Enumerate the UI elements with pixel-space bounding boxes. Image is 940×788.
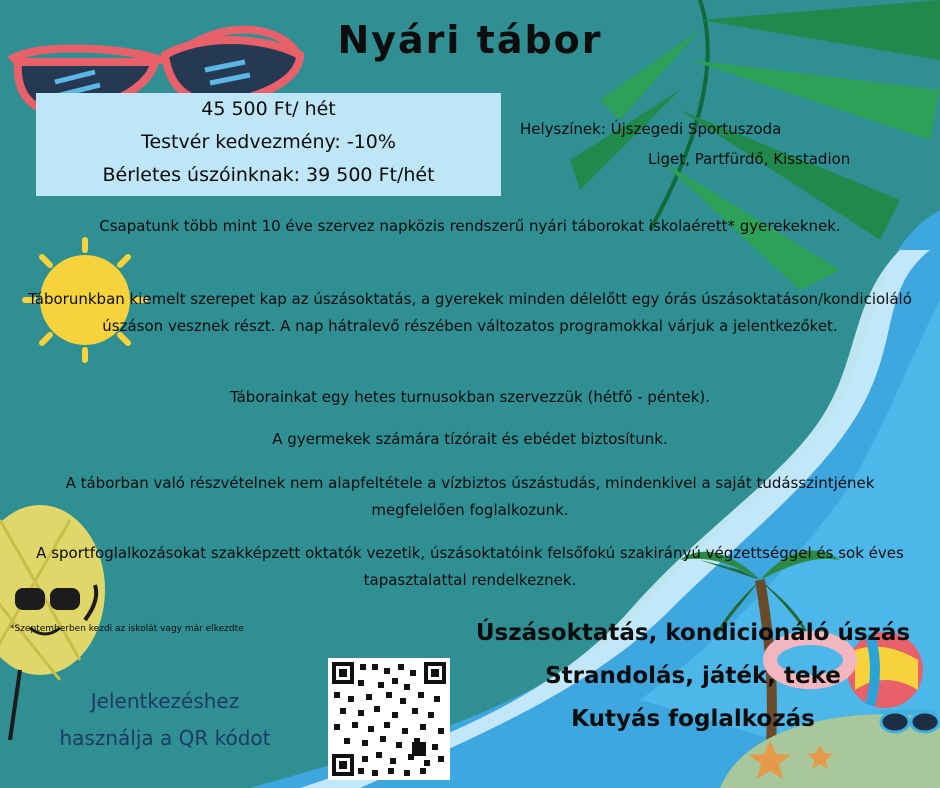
registration-line-2: használja a QR kódot (59, 726, 271, 750)
location-line-2: Liget, Partfürdő, Kisstadion (648, 150, 851, 168)
registration-line-1: Jelentkezéshez (90, 689, 240, 713)
registration-text (20, 683, 310, 757)
activity-swimming: Úszásoktatás, kondicionáló úszás (475, 620, 911, 646)
page-title: Nyári tábor (337, 18, 603, 62)
activity-beach: Strandolás, játék, teke (545, 663, 841, 689)
paragraph-swimming: Táborunkban kiemelt szerepet kap az úszásoktatás, a gyerekek minden délelőtt egy órás úszásoktatáson/kondicioláló úszáson vesznek részt. A nap hátralevő részében változatos programokkal várjuk a jelentkezőket. (28, 290, 912, 335)
price-weekly: 45 500 Ft/ hét (201, 98, 336, 120)
price-box (36, 93, 501, 196)
pass-holder-price: Bérletes úszóinknak: 39 500 Ft/hét (102, 164, 435, 186)
qr-code-icon[interactable] (328, 658, 450, 780)
paragraph-requirements: A táborban való részvételnek nem alapfeltétele a vízbiztos úszástudás, mindenkivel a saját tudásszintjének megfelelően foglalkozunk. (65, 474, 875, 519)
footnote: *Szeptemberben kezdi az iskolát vagy már elkezdte (10, 624, 244, 634)
paragraph-turnus: Táborainkat egy hetes turnusokban szervezzük (hétfő - péntek). (229, 388, 711, 406)
sibling-discount: Testvér kedvezmény: -10% (141, 131, 396, 153)
activity-dogs: Kutyás foglalkozás (571, 706, 815, 732)
paragraph-instructors: A sportfoglalkozásokat szakképzett oktatók vezetik, úszásoktatóink felsőfokú szakirányú végzettséggel és sok éves tapasztalattal rendelkeznek. (36, 544, 904, 589)
paragraph-intro: Csapatunk több mint 10 éve szervez napközis rendszerű nyári táborokat iskolaérett* gyerekeknek. (99, 217, 841, 235)
paragraph-meals: A gyermekek számára tízórait és ebédet biztosítunk. (272, 430, 668, 448)
location-line-1: Helyszínek: Újszegedi Sportuszoda (520, 120, 782, 138)
